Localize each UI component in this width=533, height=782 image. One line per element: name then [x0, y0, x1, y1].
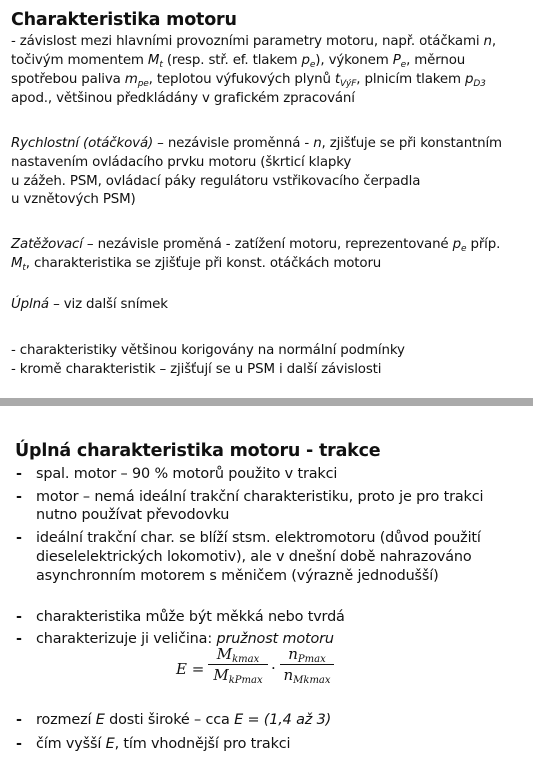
slide-divider	[0, 398, 533, 406]
zatezovaci-label: Zatěžovací	[11, 237, 83, 252]
upla-label: Úplná	[11, 297, 49, 312]
bullet-4: charakteristika může být měkká nebo tvrdá	[36, 609, 345, 625]
slide2-title: Úplná charakteristika motoru - trakce	[15, 441, 381, 461]
zatezovaci-line-2: $M_t$, charakteristika se zjišťuje při konst. otáčkách motoru	[11, 256, 382, 273]
rychlostni-label: Rychlostní (otáčková)	[11, 136, 154, 151]
bullet-1: spal. motor – 90 % motorů použito v trakci	[36, 466, 338, 482]
bullet-dash: -	[16, 466, 22, 482]
intro-line-1: - závislost mezi hlavními provozními parametry motoru, např. otáčkami n,	[11, 34, 496, 49]
formula-fraction-1: $M_{kmax}$ $M_{kPmax}$	[208, 645, 268, 684]
bullet-dash: -	[16, 712, 22, 728]
bullet-7: čím vyšší E, tím vhodnější pro trakci	[36, 736, 291, 752]
bullet-2-line-1: motor – nemá ideální trakční charakteristiku, proto je pro trakci	[36, 489, 484, 505]
note-item: - kromě charakteristik – zjišťují se u PSM i další závislosti	[11, 362, 382, 377]
upla-line: Úplná – viz další snímek	[11, 297, 168, 312]
rychlostni-line-4: u vznětových PSM)	[11, 192, 136, 207]
rychlostni-line-3: u zážeh. PSM, ovládací páky regulátoru vstřikovacího čerpadla	[11, 174, 421, 189]
bullet-3-line-3: asynchronním motorem s měničem (výrazně jednodušší)	[36, 568, 439, 584]
intro-line-4: apod., většinou předkládány v grafickém zpracování	[11, 91, 355, 106]
formula-dot: ·	[271, 659, 276, 677]
zatezovaci-line-1: Zatěžovací – nezávisle proměná - zatížení motoru, reprezentované $p_e$ příp.	[11, 237, 501, 254]
note-item: - charakteristiky většinou korigovány na normální podmínky	[11, 343, 405, 358]
intro-line-3: spotřebou paliva $m_{pe}$, teplotou výfukových plynů $t_{VýF}$, plnicím tlakem $p_{D3}$	[11, 72, 486, 89]
formula-lhs: E =	[176, 660, 205, 678]
bullet-dash: -	[16, 530, 22, 546]
rychlostni-line-1: Rychlostní (otáčková) – nezávisle proměnná - n, zjišťuje se při konstantním	[11, 136, 502, 151]
bullet-dash: -	[16, 609, 22, 625]
slide1-title: Charakteristika motoru	[11, 10, 237, 30]
formula-fraction-2: $n_{Pmax}$ $n_{Mkmax}$	[280, 645, 334, 684]
bullet-dash: -	[16, 489, 22, 505]
bullet-6: rozmezí E dosti široké – cca E = (1,4 až 3)	[36, 712, 332, 728]
bullet-dash: -	[16, 736, 22, 752]
bullet-3-line-2: dieselelektrických lokomotiv), ale v dnešní době nahrazováno	[36, 549, 472, 565]
bullet-2-line-2: nutno používat převodovku	[36, 507, 230, 523]
rychlostni-line-2: nastavením ovládacího prvku motoru (škrticí klapky	[11, 155, 352, 170]
elasticity-term: pružnost motoru	[216, 631, 334, 647]
bullet-3-line-1: ideální trakční char. se blíží stsm. elektromotoru (důvod použití	[36, 530, 481, 546]
bullet-5: charakterizuje ji veličina: pružnost motoru	[36, 631, 334, 647]
intro-line-2: točivým momentem $M_t$ (resp. stř. ef. tlakem $p_e$), výkonem $P_e$, měrnou	[11, 53, 466, 70]
bullet-dash: -	[16, 631, 22, 647]
